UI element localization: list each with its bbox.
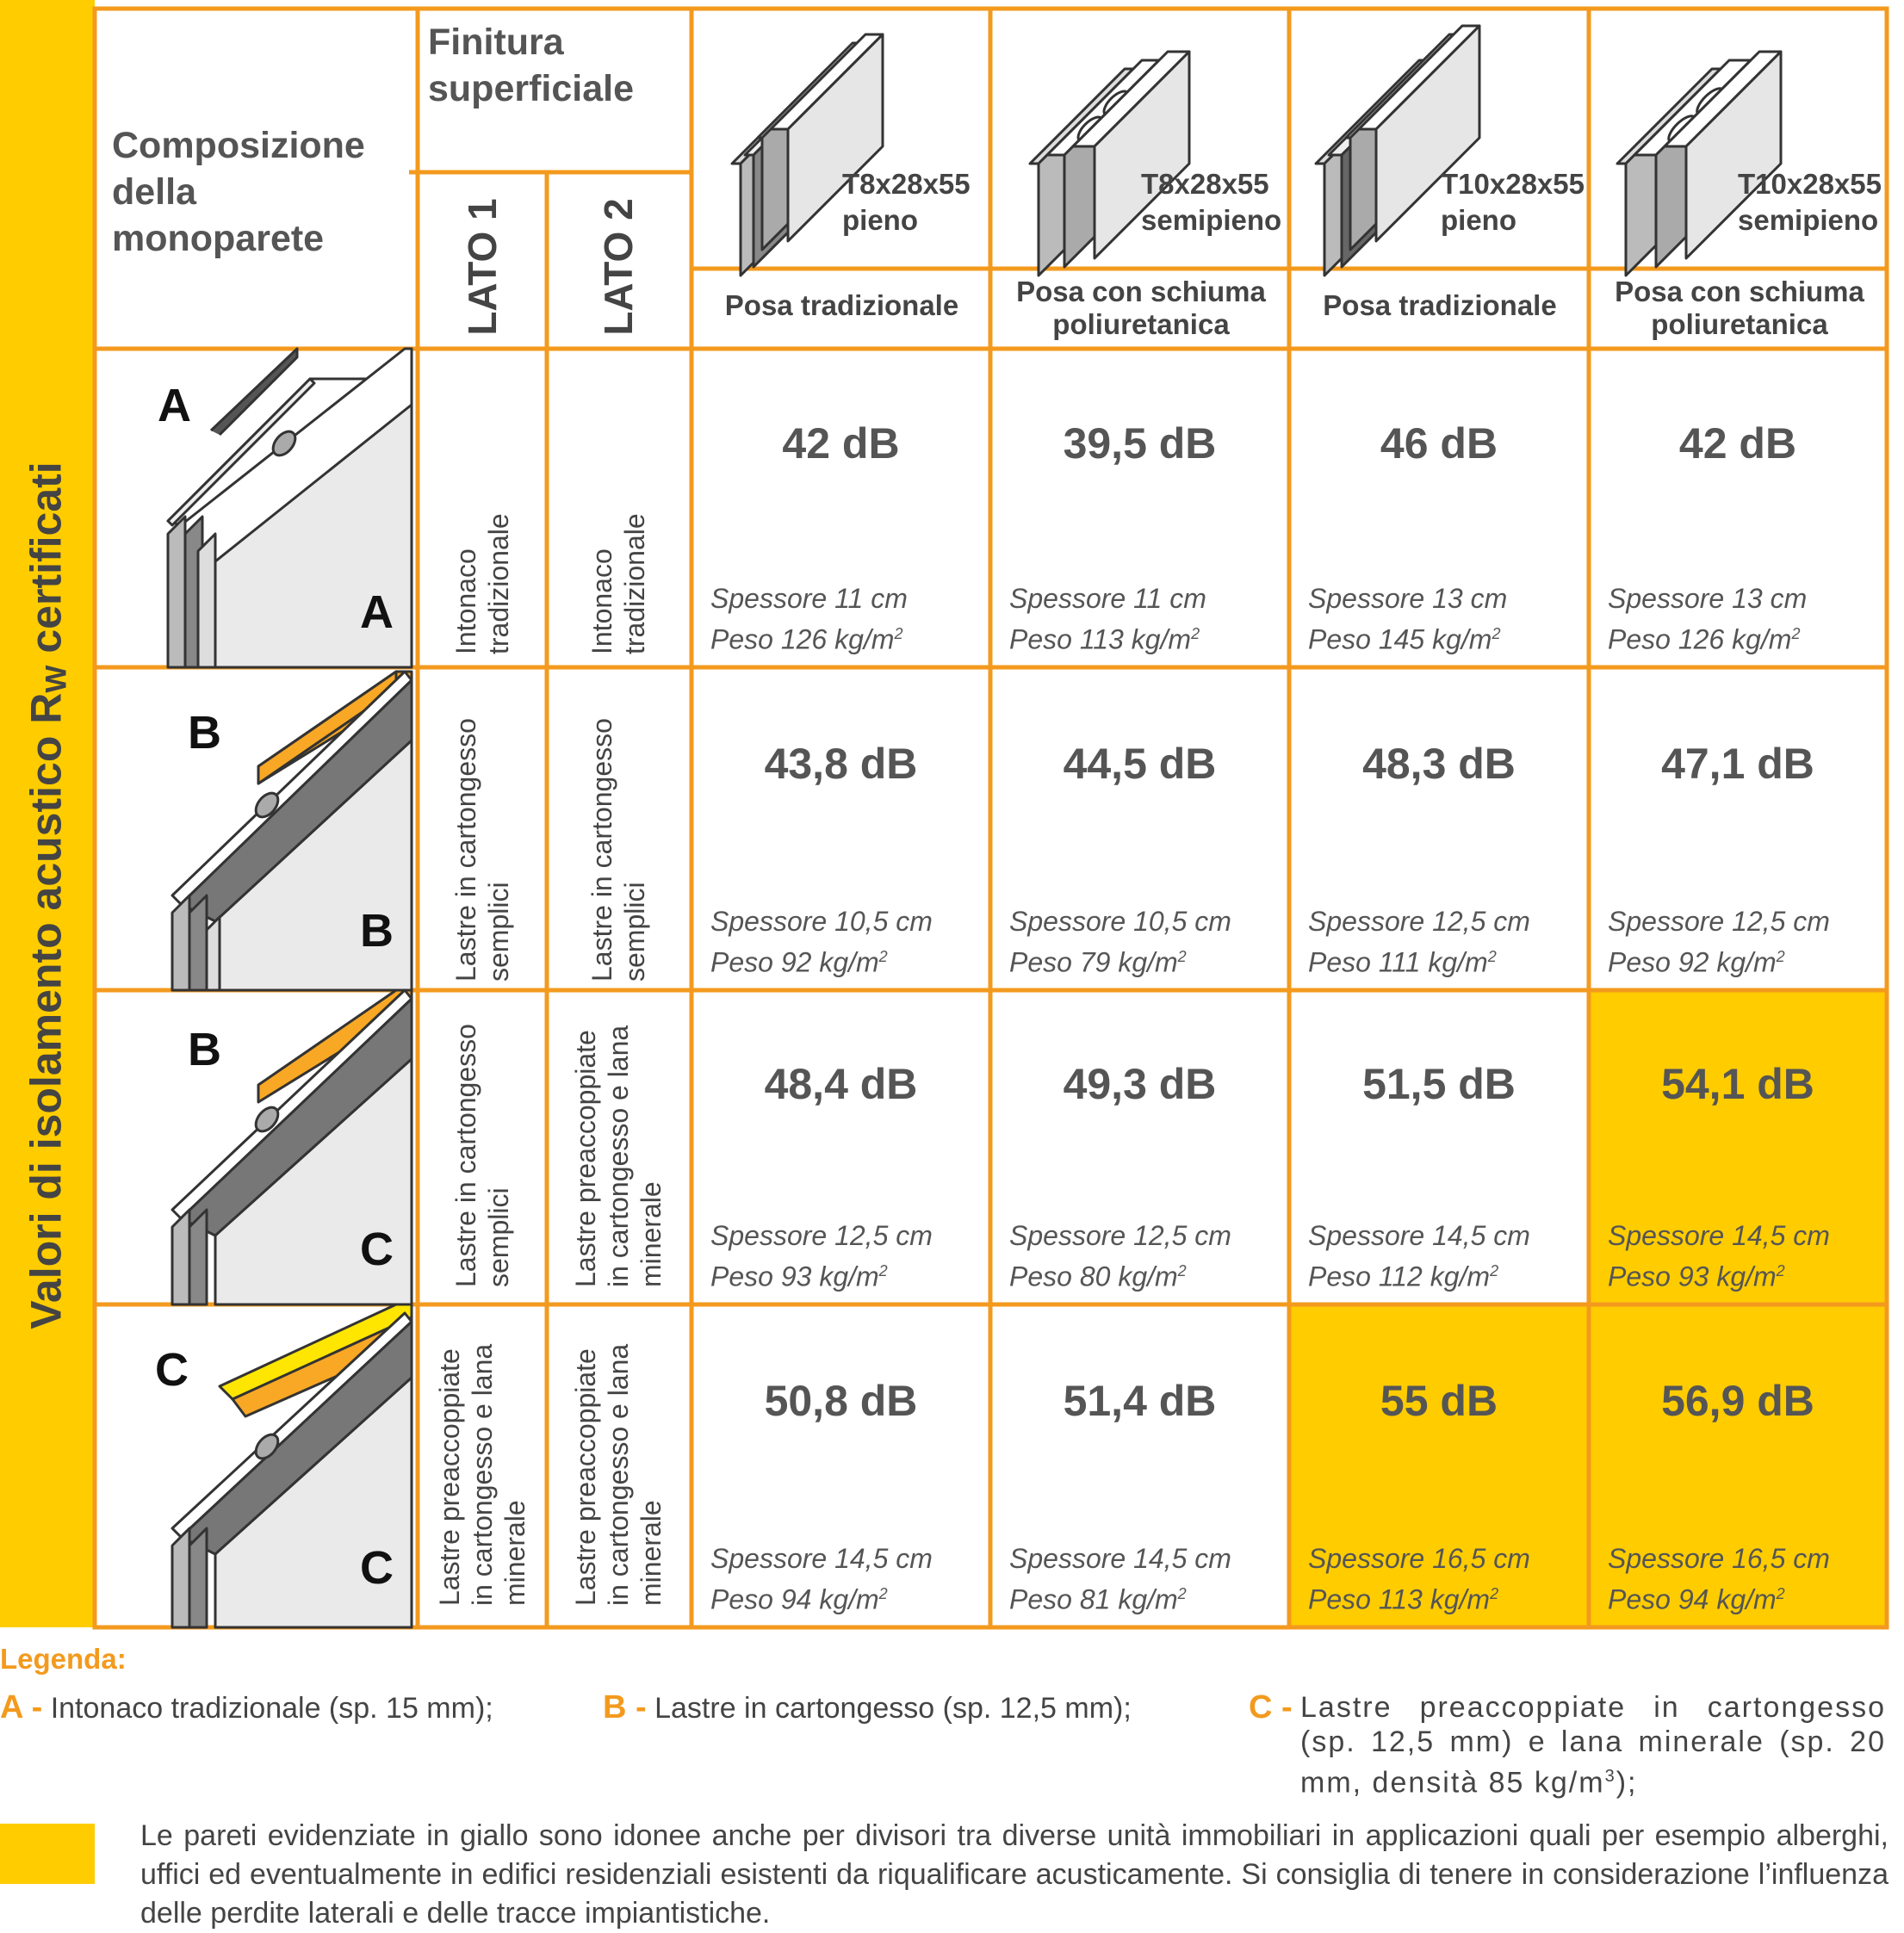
spec-block <box>1009 581 1206 658</box>
spec-block <box>1608 904 1830 981</box>
finish-lato2: Lastre in cartongesso semplici <box>586 718 650 982</box>
finish-lato1: Lastre in cartongesso semplici <box>450 1024 514 1287</box>
spec-block <box>1308 1218 1530 1295</box>
spec-block <box>1308 1541 1530 1618</box>
db-value: 50,8 dB <box>764 1377 918 1425</box>
spessore-value: Spessore 14,5 cm <box>1608 1220 1830 1251</box>
peso-value: Peso 126 $kg/m^2$ <box>1608 623 1801 655</box>
spec-block <box>1308 904 1530 981</box>
spec-block <box>710 1218 933 1295</box>
spessore-value: Spessore 12,5 cm <box>1009 1220 1231 1251</box>
db-value: 49,3 dB <box>1063 1060 1217 1108</box>
legend-c: C - Lastre preaccoppiate in cartongesso (sp. 12,5 mm) e lana minerale (sp. 20 mm, densità 85 $kg/m^3$); <box>1249 1689 1886 1800</box>
peso-value: Peso 81 $kg/m^2$ <box>1009 1583 1187 1615</box>
finish-lato1: Intonaco tradizionale <box>450 513 514 654</box>
peso-value: Peso 111 $kg/m^2$ <box>1308 946 1497 978</box>
spessore-value: Spessore 16,5 cm <box>1608 1543 1830 1574</box>
db-value: 51,5 dB <box>1362 1060 1516 1108</box>
posa-label: Posa con schiuma poliuretanica <box>1615 276 1864 340</box>
spessore-value: Spessore 11 cm <box>1009 583 1206 614</box>
db-value: 54,1 dB <box>1661 1060 1814 1108</box>
peso-value: Peso 92 $kg/m^2$ <box>1608 946 1785 978</box>
posa-label: Posa tradizionale <box>724 289 959 321</box>
spessore-value: Spessore 13 cm <box>1608 583 1808 614</box>
peso-value: Peso 79 $kg/m^2$ <box>1009 946 1187 978</box>
spec-block <box>710 581 908 658</box>
spec-block <box>710 904 933 981</box>
db-value: 48,4 dB <box>764 1060 918 1108</box>
brick-label: T8x28x55 semipieno <box>1141 168 1282 236</box>
row-letter: B <box>188 1024 221 1075</box>
highlight-swatch <box>0 1824 95 1884</box>
row-letter: A <box>360 586 394 638</box>
finish-lato2: Lastre preaccoppiate in cartongesso e lana minerale <box>570 1025 667 1287</box>
row-letter: B <box>360 905 394 957</box>
db-value: 48,3 dB <box>1362 740 1516 788</box>
legend-a: A - Intonaco tradizionale (sp. 15 mm); <box>0 1689 493 1725</box>
finish-lato1: Lastre in cartongesso semplici <box>450 718 514 982</box>
posa-label: Posa tradizionale <box>1323 289 1557 321</box>
db-value: 44,5 dB <box>1063 740 1217 788</box>
brick-label: T10x28x55 semipieno <box>1738 168 1882 236</box>
spec-block <box>1308 581 1507 658</box>
note-text: Le pareti evidenziate in giallo sono idonee anche per divisori tra diverse unità immobiliari in applicazioni quali per esempio alberghi, uffici ed eventualmente in edifici residenziali esistenti da riqualificare acusticamente. Si consiglia di tenere in considerazione l’influenza delle perdite laterali e delle tracce impiantistiche. <box>140 1819 1888 1930</box>
db-value: 47,1 dB <box>1661 740 1814 788</box>
db-value: 55 dB <box>1380 1377 1498 1425</box>
spessore-value: Spessore 14,5 cm <box>710 1543 933 1574</box>
row-letter: C <box>155 1344 189 1396</box>
spessore-value: Spessore 12,5 cm <box>1608 906 1830 937</box>
spessore-value: Spessore 14,5 cm <box>1308 1220 1530 1251</box>
finish-lato2: Lastre preaccoppiate in cartongesso e lana minerale <box>570 1343 667 1606</box>
legend-title: Legenda: <box>0 1643 127 1675</box>
db-value: 51,4 dB <box>1063 1377 1217 1425</box>
row-letter: A <box>158 380 191 431</box>
spec-block <box>1009 1218 1231 1295</box>
peso-value: Peso 113 $kg/m^2$ <box>1308 1583 1499 1615</box>
lato-1-label: LATO 1 <box>460 198 505 336</box>
spec-block <box>710 1541 933 1618</box>
peso-value: Peso 92 $kg/m^2$ <box>710 946 888 978</box>
peso-value: Peso 94 $kg/m^2$ <box>710 1583 888 1615</box>
spessore-value: Spessore 14,5 cm <box>1009 1543 1231 1574</box>
row-letter: C <box>360 1224 394 1275</box>
peso-value: Peso 113 $kg/m^2$ <box>1009 623 1200 655</box>
db-value: 39,5 dB <box>1063 419 1217 468</box>
spessore-value: Spessore 11 cm <box>710 583 908 614</box>
db-value: 42 dB <box>1678 419 1797 468</box>
peso-value: Peso 93 $kg/m^2$ <box>1608 1261 1785 1292</box>
db-value: 46 dB <box>1380 419 1498 468</box>
peso-value: Peso 126 $kg/m^2$ <box>710 623 903 655</box>
side-title: Valori di isolamento acustico $R_W$ certificati <box>22 462 73 1329</box>
db-value: 42 dB <box>782 419 900 468</box>
spessore-value: Spessore 12,5 cm <box>1308 906 1530 937</box>
spec-block <box>1009 904 1231 981</box>
finish-lato1: Lastre preaccoppiate in cartongesso e lana minerale <box>434 1343 530 1606</box>
row-letter: C <box>360 1542 394 1594</box>
db-value: 56,9 dB <box>1661 1377 1814 1425</box>
posa-label: Posa con schiuma poliuretanica <box>1016 276 1266 340</box>
spec-block <box>1608 581 1807 658</box>
spessore-value: Spessore 10,5 cm <box>710 906 933 937</box>
peso-value: Peso 94 $kg/m^2$ <box>1608 1583 1785 1615</box>
peso-value: Peso 93 $kg/m^2$ <box>710 1261 888 1292</box>
spessore-value: Spessore 10,5 cm <box>1009 906 1231 937</box>
spec-block <box>1608 1541 1830 1618</box>
legend-b: B - Lastre in cartongesso (sp. 12,5 mm); <box>603 1689 1132 1725</box>
spessore-value: Spessore 16,5 cm <box>1308 1543 1530 1574</box>
brick-label: T10x28x55 pieno <box>1441 168 1585 236</box>
peso-value: Peso 145 $kg/m^2$ <box>1308 623 1501 655</box>
lato-2-label: LATO 2 <box>596 198 641 336</box>
spec-block <box>1608 1218 1830 1295</box>
db-value: 43,8 dB <box>764 740 918 788</box>
peso-value: Peso 80 $kg/m^2$ <box>1009 1261 1187 1292</box>
finish-lato2: Intonaco tradizionale <box>586 513 650 654</box>
composizione-title: Composizione della monoparete <box>112 125 365 259</box>
peso-value: Peso 112 $kg/m^2$ <box>1308 1261 1499 1292</box>
finitura-title: Finitura superficiale <box>428 22 634 109</box>
row-letter: B <box>188 707 221 759</box>
brick-label: T8x28x55 pieno <box>842 168 971 236</box>
spessore-value: Spessore 13 cm <box>1308 583 1508 614</box>
spec-block <box>1009 1541 1231 1618</box>
spessore-value: Spessore 12,5 cm <box>710 1220 933 1251</box>
